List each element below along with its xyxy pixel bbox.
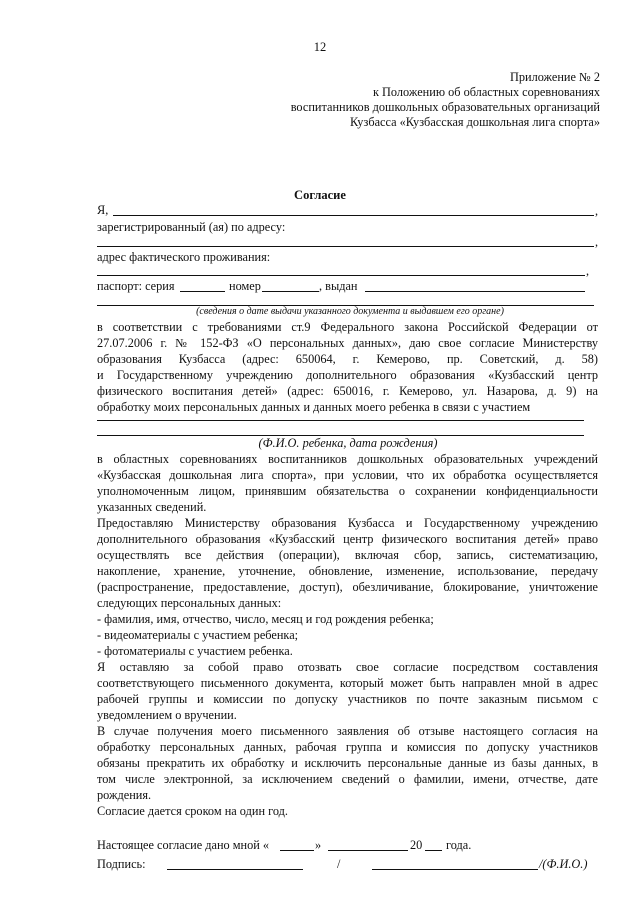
- passport-series-label: паспорт: серия: [97, 279, 175, 293]
- comma: ,: [586, 264, 590, 278]
- comma: ,: [595, 204, 599, 218]
- paragraph-line: в областных соревнованиях воспитанников дошкольных образовательных учреждений: [97, 452, 598, 466]
- passport-issued-label: , выдан: [319, 279, 358, 293]
- passport-number-line: [262, 291, 319, 292]
- paragraph-line: физического воспитания детей» (адрес: 650016, г. Кемерово, ул. Назарова, д. 9) на: [97, 384, 598, 398]
- year-prefix: 20: [410, 838, 423, 852]
- document-title: Согласие: [294, 188, 346, 202]
- day-field-line: [280, 850, 314, 851]
- appendix-header: [291, 70, 600, 130]
- page-number: 12: [313, 40, 327, 54]
- registered-address-label: зарегистрированный (ая) по адресу:: [97, 220, 286, 234]
- paragraph-line: Предоставляю Министерству образования Кузбасса и Государственному учреждению: [97, 516, 598, 530]
- paragraph-line: обработку персональных данных, рабочая группа и комиссия по допуску участников: [97, 740, 598, 754]
- paragraph-line: том числе электронной, за исключением сведений о фамилии, имени, отчестве, дате: [97, 772, 598, 786]
- comma: ,: [595, 235, 599, 249]
- paragraph-line: Согласие дается сроком на один год.: [97, 804, 288, 818]
- month-field-line: [328, 850, 408, 851]
- passport-caption: (сведения о дате выдачи указанного документа и выдавшем его органе): [196, 306, 504, 317]
- paragraph-line: в соответствии с требованиями ст.9 Федерального закона Российской Федерации от: [97, 320, 598, 334]
- paragraph-line: Я оставляю за собой право отозвать свое согласие посредством составления: [97, 660, 598, 674]
- year-field-line: [425, 850, 442, 851]
- address-field-line: [97, 246, 594, 247]
- list-item: - фотоматериалы с участием ребенка.: [97, 644, 293, 658]
- year-suffix: года.: [446, 838, 472, 852]
- list-item: - видеоматериалы с участием ребенка;: [97, 628, 299, 642]
- i-label: Я,: [97, 203, 109, 217]
- paragraph-line: соответствующего письменного документа, который может быть направлен мной в адрес: [97, 676, 598, 690]
- paragraph-line: накопление, хранение, уточнение, обновление, изменение, использование, передачу: [97, 564, 598, 578]
- paragraph-line: рабочей группы и комиссии по допуску участников по почте заказным письмом с: [97, 692, 598, 706]
- paragraph-line: следующих персональных данных:: [97, 596, 282, 610]
- paragraph-line: дополнительного образования «Кузбасский центр физического воспитания детей» право: [97, 532, 598, 546]
- paragraph-line: В случае получения моего письменного заявления об отзыве настоящего согласия на: [97, 724, 598, 738]
- paragraph-line: «Кузбасская дошкольная лига спорта», при условии, что их обработка осуществляется: [97, 468, 598, 482]
- appendix-line: к Положению об областных соревнованиях: [373, 85, 600, 99]
- slash: /: [337, 857, 341, 871]
- appendix-line: Приложение № 2: [509, 70, 600, 84]
- paragraph-line: обработку моих персональных данных и данных моего ребенка в связи с участием: [97, 400, 531, 414]
- paragraph-line: уполномоченным лицом, принявшим обязательства о сохранении конфиденциальности: [97, 484, 598, 498]
- list-item: - фамилия, имя, отчество, число, месяц и год рождения ребенка;: [97, 612, 434, 626]
- paragraph-line: рождения.: [97, 788, 152, 802]
- paragraph-line: обязаны прекратить их обработку и исключить персональные данные из базы данных, в: [97, 756, 598, 770]
- child-caption: (Ф.И.О. ребенка, дата рождения): [258, 436, 438, 450]
- fio-label: /(Ф.И.О.): [539, 857, 588, 871]
- passport-series-line: [180, 291, 225, 292]
- paragraph-line: указанных сведений.: [97, 500, 207, 514]
- child-field-line: [97, 420, 584, 421]
- quote-close: »: [315, 838, 322, 852]
- appendix-line: Кузбасса «Кузбасская дошкольная лига спорта»: [350, 115, 600, 129]
- paragraph-line: осуществлять все действия (операции), включая сбор, запись, систематизацию,: [97, 548, 598, 562]
- paragraph-line: и Государственному учреждению дополнительного образования «Кузбасский центр: [97, 368, 598, 382]
- name-field-line: [113, 215, 594, 216]
- passport-issued-line: [365, 291, 585, 292]
- paragraph-line: уведомлением о вручении.: [97, 708, 237, 722]
- given-label: Настоящее согласие дано мной «: [97, 838, 270, 852]
- actual-address-field-line: [97, 275, 585, 276]
- actual-address-label: адрес фактического проживания:: [97, 250, 271, 264]
- passport-number-label: номер: [229, 279, 261, 293]
- fio-field-line: [372, 869, 538, 870]
- paragraph-line: образования Кузбасса (адрес: 650064, г. Кемерово, пр. Советский, д. 58): [97, 352, 598, 366]
- appendix-line: воспитанников дошкольных образовательных организаций: [290, 100, 600, 114]
- paragraph-line: 27.07.2006 г. № 152-ФЗ «О персональных данных», даю свое согласие Министерству: [97, 336, 598, 350]
- paragraph-line: (распространение, предоставление, доступ), обезличивание, блокирование, уничтожение: [97, 580, 598, 594]
- signature-field-line: [167, 869, 303, 870]
- signature-label: Подпись:: [97, 857, 146, 871]
